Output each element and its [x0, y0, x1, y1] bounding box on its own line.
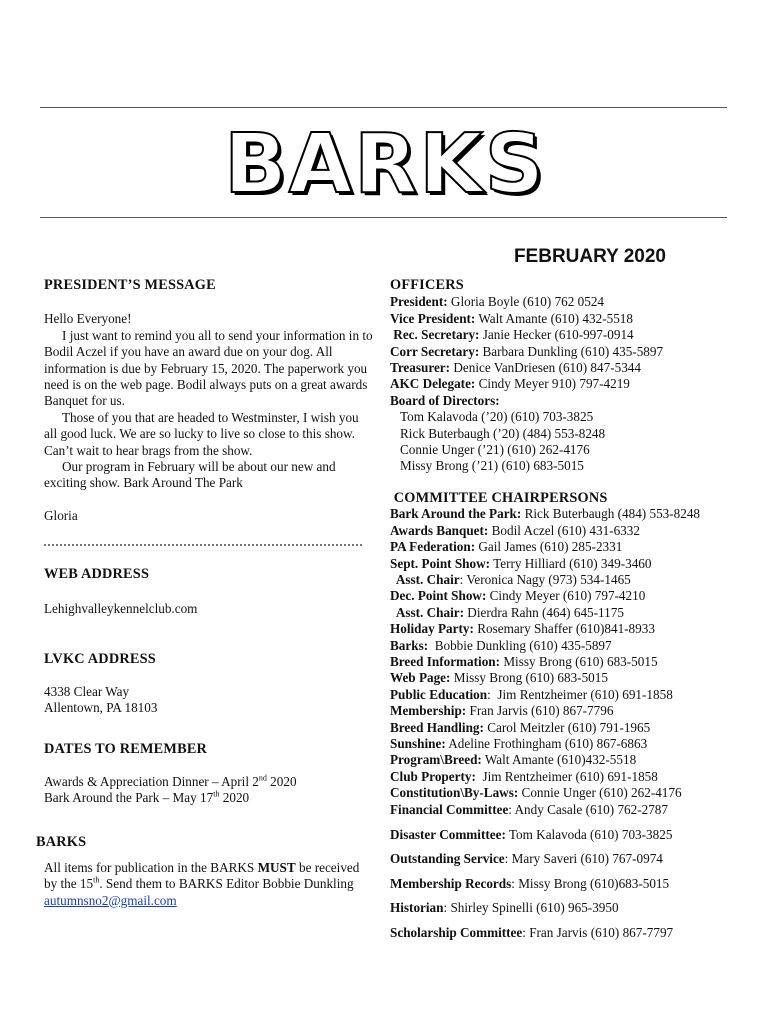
directory-entry	[390, 720, 740, 736]
president-heading: PRESIDENT’S MESSAGE	[44, 277, 216, 293]
entry-detail: Cindy Meyer (610) 797-4210	[486, 588, 646, 604]
directory-entry	[390, 900, 740, 916]
issue-date: FEBRUARY 2020	[513, 246, 666, 267]
entry-role: Historian	[390, 900, 444, 916]
president-paragraph-3: Our program in February will be about our new and exciting show. Bark Around The Park	[44, 459, 336, 491]
entry-detail: Fran Jarvis (610) 867-7796	[466, 703, 614, 719]
directory-entry	[390, 506, 740, 522]
president-paragraph-1: I just want to remind you all to send your information in to Bodil Aczel if you have an award due on your dog. All information is due by February 15, 2020. The paperwork you need is on the web page. Bodil always puts on a great awards Banquet for us.	[44, 327, 373, 409]
directory-entry	[390, 376, 740, 392]
directory-entry	[390, 769, 740, 785]
directory-entry	[390, 621, 740, 637]
directory-entry	[390, 360, 740, 376]
entry-role: Club Property:	[390, 768, 476, 784]
entry-role: Dec. Point Show:	[390, 588, 487, 604]
directory-entry	[390, 687, 740, 703]
entry-detail: Rick Buterbaugh (484) 553-8248	[521, 506, 701, 522]
directory-entry	[390, 736, 740, 752]
president-signoff: Gloria	[44, 507, 78, 523]
entry-detail: Bodil Aczel (610) 431-6332	[488, 522, 640, 538]
directory-entry	[390, 327, 740, 343]
president-greeting: Hello Everyone!	[44, 311, 132, 327]
entry-detail: Rosemary Shaffer (610)841-8933	[473, 621, 655, 637]
entry-role: Barks:	[390, 637, 429, 653]
entry-role: Asst. Chair:	[390, 604, 464, 620]
dates-heading: DATES TO REMEMBER	[44, 741, 208, 758]
directory-entry	[390, 588, 740, 604]
board-member: Rick Buterbaugh (’20) (484) 553-8248	[400, 425, 606, 441]
entry-role: Sunshine:	[390, 735, 446, 751]
entry-detail: Carol Meitzler (610) 791-1965	[483, 719, 651, 735]
entry-role: Disaster Committee:	[390, 827, 506, 842]
committee-extra-list	[390, 827, 740, 941]
entry-role: PA Federation:	[390, 539, 476, 555]
date-item: Bark Around the Park – May 17th 2020	[44, 789, 250, 806]
entry-role: Membership Records	[390, 875, 512, 891]
right-column	[390, 277, 740, 941]
entry-detail: Adeline Frothingham (610) 867-6863	[445, 735, 648, 751]
president-paragraph-2: Those of you that are headed to Westminster, I wish you all good luck. We are so lucky to live so close to this show. Can’t wait to hear brags from the show.	[44, 409, 359, 458]
entry-role: Board of Directors:	[390, 392, 500, 408]
entry-detail: : Shirley Spinelli (610) 965-3950	[443, 900, 619, 916]
entry-detail: Gloria Boyle (610) 762 0524	[447, 294, 605, 310]
directory-entry	[390, 827, 740, 843]
date-item: Awards & Appreciation Dinner – April 2nd 2020	[44, 773, 297, 789]
officers-heading: OFFICERS	[390, 277, 464, 293]
top-rule	[40, 107, 727, 108]
entry-detail: Connie Unger (610) 262-4176	[518, 785, 682, 801]
directory-entry	[390, 638, 740, 654]
directory-entry	[390, 605, 740, 621]
entry-detail: Walt Amante (610) 432-5518	[475, 310, 633, 326]
directory-entry	[390, 572, 740, 588]
entry-role: Bark Around the Park:	[390, 506, 522, 522]
section-divider	[44, 544, 362, 546]
entry-detail: Cindy Meyer 910) 797-4219	[475, 376, 630, 392]
directory-entry	[390, 785, 740, 801]
directory-entry	[390, 539, 740, 555]
entry-role: Treasurer:	[390, 360, 451, 376]
barks-note: All items for publication in the BARKS MUST be received by the 15th. Send them to BARKS Editor Bobbie Dunkling autumnsno2@gmail.com	[44, 859, 360, 908]
web-address: Lehighvalleykennelclub.com	[44, 600, 198, 616]
entry-role: Holiday Party:	[390, 621, 474, 637]
entry-detail: : Fran Jarvis (610) 867-7797	[522, 924, 674, 940]
directory-entry	[390, 851, 740, 867]
entry-detail: : Jim Rentzheimer (610) 691-1858	[487, 686, 673, 702]
directory-entry	[390, 925, 740, 941]
entry-detail: Barbara Dunkling (610) 435-5897	[479, 343, 664, 359]
entry-detail: Missy Brong (610) 683-5015	[500, 653, 658, 669]
directory-entry	[390, 703, 740, 719]
entry-detail: : Veronica Nagy (973) 534-1465	[459, 571, 631, 587]
entry-role: Scholarship Committee	[390, 924, 523, 940]
entry-detail: Bobbie Dunkling (610) 435-5897	[428, 637, 612, 653]
entry-role: Asst. Chair	[390, 571, 460, 587]
entry-detail: Denice VanDriesen (610) 847-5344	[450, 360, 641, 376]
entry-role: President:	[390, 294, 448, 310]
left-column	[36, 277, 374, 909]
lvkc-address-line2: Allentown, PA 18103	[44, 699, 158, 715]
entry-role: Corr Secretary:	[390, 343, 480, 359]
directory-entry	[390, 393, 740, 409]
entry-role: Financial Committee	[390, 801, 509, 817]
entry-role: Sept. Point Show:	[390, 555, 491, 571]
directory-entry	[390, 802, 740, 818]
entry-role: Vice President:	[390, 310, 476, 326]
board-member: Tom Kalavoda (’20) (610) 703-3825	[400, 409, 594, 425]
board-member: Missy Brong (’21) (610) 683-5015	[400, 458, 584, 474]
entry-detail: Gail James (610) 285-2331	[475, 539, 623, 555]
entry-role: Public Education	[390, 686, 488, 702]
officers-list	[390, 294, 740, 409]
entry-role: Breed Handling:	[390, 719, 484, 735]
entry-role: Program\Breed:	[390, 752, 482, 768]
entry-detail: : Mary Saveri (610) 767-0974	[504, 851, 663, 867]
entry-detail: Walt Amante (610)432-5518	[481, 752, 637, 768]
directory-entry	[390, 556, 740, 572]
entry-detail: Dierdra Rahn (464) 645-1175	[464, 604, 624, 620]
entry-detail: Tom Kalavoda (610) 703-3825	[505, 827, 673, 842]
directory-entry	[390, 294, 740, 310]
entry-detail: Missy Brong (610) 683-5015	[450, 670, 608, 686]
entry-detail: Jim Rentzheimer (610) 691-1858	[475, 768, 658, 784]
entry-role: Rec. Secretary:	[390, 327, 480, 343]
directory-entry	[390, 876, 740, 892]
entry-role: AKC Delegate:	[390, 376, 476, 392]
entry-role: Awards Banquet:	[390, 522, 489, 538]
entry-detail: Terry Hilliard (610) 349-3460	[490, 555, 652, 571]
entry-role: Outstanding Service	[390, 851, 505, 867]
masthead-title: BARKS	[224, 117, 546, 212]
entry-detail: : Andy Casale (610) 762-2787	[508, 801, 668, 817]
directory-entry	[390, 670, 740, 686]
editor-email-link[interactable]: autumnsno2@gmail.com	[44, 892, 177, 908]
directory-entry	[390, 654, 740, 670]
entry-role: Constitution\By-Laws:	[390, 785, 519, 801]
entry-detail: Janie Hecker (610-997-0914	[479, 327, 634, 343]
lvkc-address-line1: 4338 Clear Way	[44, 683, 130, 699]
directory-entry	[390, 752, 740, 768]
barks-heading: BARKS	[36, 833, 87, 850]
board-list	[390, 409, 740, 475]
board-member: Connie Unger (’21) (610) 262-4176	[400, 442, 590, 458]
directory-entry	[390, 344, 740, 360]
committee-list	[390, 506, 740, 818]
entry-role: Web Page:	[390, 670, 451, 686]
web-heading: WEB ADDRESS	[44, 566, 150, 583]
masthead-rule	[40, 217, 727, 218]
lvkc-heading: LVKC ADDRESS	[44, 651, 156, 668]
committee-heading: COMMITTEE CHAIRPERSONS	[390, 489, 608, 506]
directory-entry	[390, 523, 740, 539]
entry-role: Breed Information:	[390, 653, 501, 669]
entry-detail: : Missy Brong (610)683-5015	[511, 875, 670, 891]
entry-role: Membership:	[390, 703, 467, 719]
directory-entry	[390, 311, 740, 327]
